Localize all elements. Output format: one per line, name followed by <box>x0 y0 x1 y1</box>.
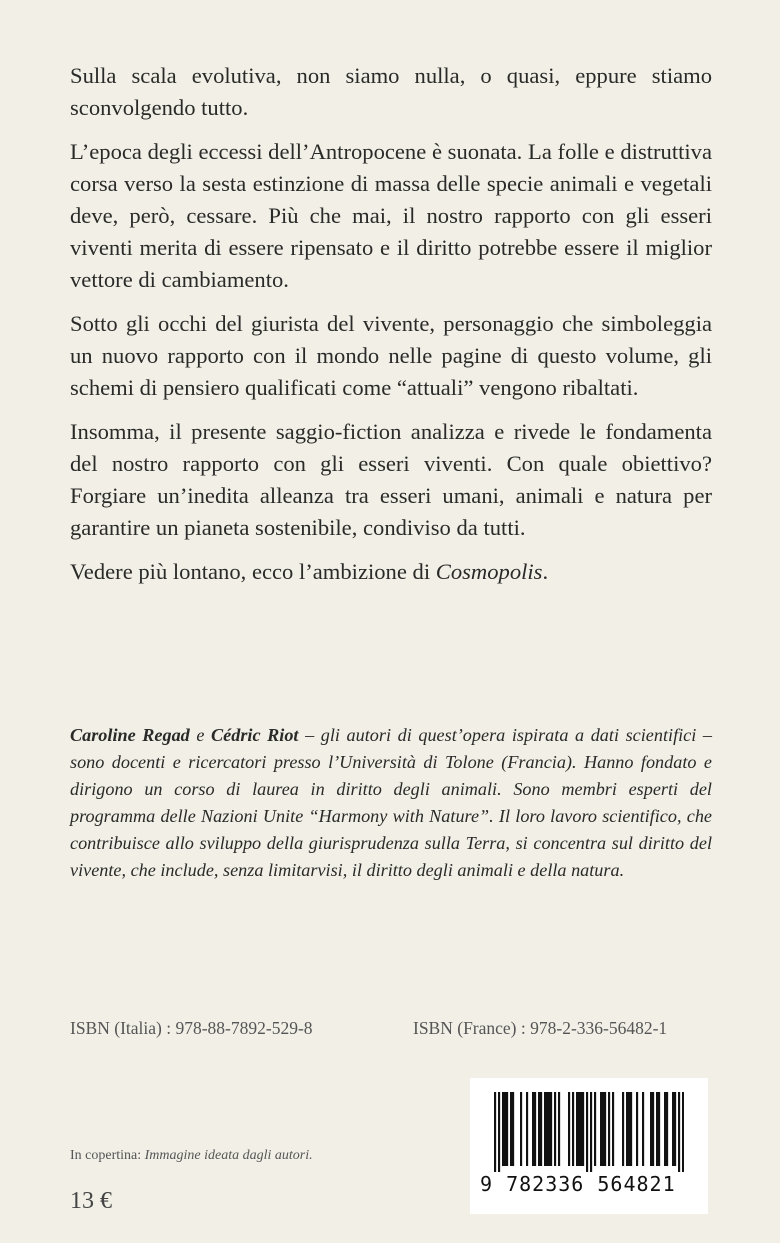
barcode-bar <box>652 1092 654 1166</box>
barcode-bar <box>502 1092 504 1166</box>
barcode-bar <box>538 1092 540 1166</box>
barcode-bar <box>526 1092 528 1166</box>
author-name-1: Caroline Regad <box>70 725 190 745</box>
barcode-bar <box>630 1092 632 1166</box>
barcode-bar <box>678 1092 680 1172</box>
book-title: Cosmopolis <box>435 559 543 584</box>
barcode-bar <box>590 1092 592 1172</box>
blurb-paragraph-5 <box>70 556 712 588</box>
cover-credit-text: Immagine ideata dagli autori. <box>144 1148 313 1163</box>
barcode-bar <box>656 1092 658 1166</box>
barcode-bar <box>534 1092 536 1166</box>
blurb-paragraph-1: Sulla scala evolutiva, non siamo nulla, o quasi, eppure stiamo sconvolgendo tutto. <box>70 63 712 120</box>
cover-credit-label: In copertina: <box>70 1148 145 1163</box>
author-bio-text: – gli autori di quest’opera ispirata a dati scientifici – sono docenti e ricercatori presso l’Università di Tolone (Francia). Hanno fondato e dirigono un corso di laurea in diritto degli animali. Sono membri esperti del programma delle Nazioni Unite “Harmony with Nature”. Il loro lavoro scientifico, che contribuisce allo sviluppo della giurisprudenza sulla Terra, si concentra sul diritto del vivente, che include, senza limitarvisi, il diritto degli animali e della natura. <box>70 725 712 880</box>
cover-credit <box>70 1148 313 1164</box>
barcode-bar <box>558 1092 560 1166</box>
barcode-bar <box>498 1092 500 1172</box>
barcode-bar <box>546 1092 548 1166</box>
barcode-bar <box>504 1092 506 1166</box>
barcode-bar <box>568 1092 570 1166</box>
barcode-bars <box>494 1092 684 1172</box>
blurb-paragraph-3: Sotto gli occhi del giurista del vivente, personaggio che simboleggia un nuovo rapporto con il mondo nelle pagine di questo volume, gli schemi di pensiero qualificati come “attuali” vengono ribaltati. <box>70 311 712 400</box>
author-conjunction: e <box>189 725 212 745</box>
barcode-bar <box>600 1092 602 1166</box>
blurb-p5-suffix: . <box>542 559 549 584</box>
barcode-bar <box>512 1092 514 1166</box>
barcode-bar <box>650 1092 652 1166</box>
barcode-bar <box>594 1092 596 1166</box>
blurb-paragraph-4: Insomma, il presente saggio-fiction analizza e rivede le fondamenta del nostro rapporto con gli esseri viventi. Con quale obiettivo? Forgiare un’inedita alleanza tra esseri umani, animali e natura per garantire un pianeta sostenibile, condiviso da tutti. <box>70 419 712 540</box>
barcode-bar <box>626 1092 628 1166</box>
barcode-bar <box>578 1092 580 1166</box>
barcode-digits: 9 782336 564821 <box>480 1172 676 1196</box>
barcode-bar <box>602 1092 604 1166</box>
barcode-bar <box>604 1092 606 1166</box>
barcode-bar <box>682 1092 684 1172</box>
barcode-bar <box>666 1092 668 1166</box>
barcode-bar <box>532 1092 534 1166</box>
barcode-bar <box>506 1092 508 1166</box>
back-cover-blurb <box>70 60 712 600</box>
author-bio <box>70 722 712 884</box>
barcode-bar <box>672 1092 674 1166</box>
blurb-paragraph-2: L’epoca degli eccessi dell’Antropocene è suonata. La folle e distruttiva corsa verso la sesta estinzione di massa delle specie animali e vegetali deve, però, cessare. Più che mai, il nostro rapporto con gli esseri viventi merita di essere ripensato e il diritto potrebbe essere il miglior vettore di cambiamento. <box>70 139 712 292</box>
barcode-bar <box>540 1092 542 1166</box>
barcode-bar <box>608 1092 610 1166</box>
barcode-bar <box>520 1092 522 1166</box>
barcode-bar <box>586 1092 588 1172</box>
price: 13 € <box>70 1188 112 1214</box>
barcode-bar <box>494 1092 496 1172</box>
barcode-bar <box>510 1092 512 1166</box>
author-name-2: Cédric Riot <box>211 725 299 745</box>
blurb-p5-prefix: Vedere più lontano, ecco l’ambizione di <box>70 559 436 584</box>
barcode-bar <box>576 1092 578 1166</box>
barcode-bar <box>554 1092 556 1166</box>
barcode-bar <box>622 1092 624 1166</box>
barcode-bar <box>544 1092 546 1166</box>
isbn-france: ISBN (France) : 978-2-336-56482-1 <box>413 1018 668 1038</box>
barcode-bar <box>658 1092 660 1166</box>
barcode-bar <box>674 1092 676 1166</box>
barcode-bar <box>550 1092 552 1166</box>
barcode-bar <box>628 1092 630 1166</box>
isbn-italia: ISBN (Italia) : 978-88-7892-529-8 <box>70 1018 313 1038</box>
barcode-bar <box>580 1092 582 1166</box>
barcode-bar <box>548 1092 550 1166</box>
barcode-bar <box>612 1092 614 1166</box>
barcode-bar <box>636 1092 638 1166</box>
barcode-bar <box>642 1092 644 1166</box>
barcode-bar <box>582 1092 584 1166</box>
barcode-bar <box>572 1092 574 1166</box>
barcode-bar <box>664 1092 666 1166</box>
barcode <box>470 1078 708 1214</box>
